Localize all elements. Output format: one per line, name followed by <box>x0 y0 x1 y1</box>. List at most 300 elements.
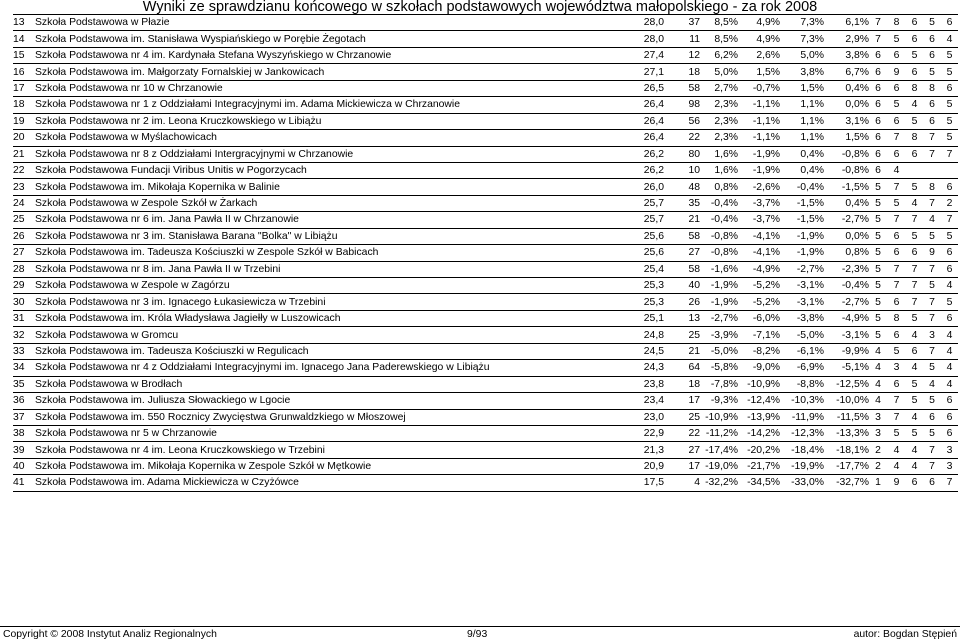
stanine-cell: 6 <box>941 261 958 277</box>
school-name: Szkoła Podstawowa nr 4 im. Kardynała Stefana Wyszyńskiego w Chrzanowie <box>35 47 612 63</box>
student-count: 10 <box>664 162 700 178</box>
diff-2: -5,2% <box>738 294 780 310</box>
diff-1: -17,4% <box>700 442 738 458</box>
stanine-cell: 5 <box>923 278 941 294</box>
stanine-cell: 6 <box>941 409 958 425</box>
student-count: 4 <box>664 475 700 491</box>
school-name: Szkoła Podstawowa nr 4 im. Leona Kruczkowskiego w Trzebini <box>35 442 612 458</box>
row-number: 16 <box>13 64 35 80</box>
diff-3: -3,1% <box>780 294 824 310</box>
diff-4: -3,1% <box>824 327 869 343</box>
diff-1: 6,2% <box>700 47 738 63</box>
school-name: Szkoła Podstawowa im. 550 Rocznicy Zwycięstwa Grunwaldzkiego w Młoszowej <box>35 409 612 425</box>
diff-1: -9,3% <box>700 393 738 409</box>
student-count: 27 <box>664 442 700 458</box>
table-row <box>13 80 958 96</box>
table-row <box>13 425 958 441</box>
stanine-cell: 5 <box>941 294 958 310</box>
stanine-cell: 9 <box>887 64 906 80</box>
student-count: 12 <box>664 47 700 63</box>
page-footer <box>0 626 960 643</box>
stanine-cell: 4 <box>941 278 958 294</box>
table-row <box>13 228 958 244</box>
average-score: 20,9 <box>612 458 664 474</box>
diff-3: -1,5% <box>780 195 824 211</box>
stanine-cell: 6 <box>906 64 923 80</box>
average-score: 26,5 <box>612 80 664 96</box>
table-row <box>13 294 958 310</box>
diff-1: -1,9% <box>700 278 738 294</box>
table-row <box>13 212 958 228</box>
row-number: 36 <box>13 393 35 409</box>
stanine-cell: 5 <box>906 47 923 63</box>
student-count: 25 <box>664 409 700 425</box>
diff-4: 0,4% <box>824 195 869 211</box>
diff-4: -1,5% <box>824 179 869 195</box>
table-row <box>13 261 958 277</box>
diff-1: -5,8% <box>700 360 738 376</box>
stanine-cell: 6 <box>906 15 923 31</box>
school-name: Szkoła Podstawowa im. Króla Władysława Jagiełły w Luszowicach <box>35 310 612 326</box>
stanine-cell: 2 <box>869 442 887 458</box>
row-number: 29 <box>13 278 35 294</box>
stanine-cell: 4 <box>906 442 923 458</box>
stanine-cell: 5 <box>941 130 958 146</box>
diff-3: 1,5% <box>780 80 824 96</box>
diff-1: 2,3% <box>700 113 738 129</box>
diff-3: -2,7% <box>780 261 824 277</box>
stanine-cell: 3 <box>941 458 958 474</box>
stanine-cell: 5 <box>869 228 887 244</box>
table-row <box>13 475 958 491</box>
diff-3: -11,9% <box>780 409 824 425</box>
diff-1: 1,6% <box>700 162 738 178</box>
stanine-cell: 4 <box>869 376 887 392</box>
stanine-cell: 6 <box>941 425 958 441</box>
stanine-cell: 1 <box>869 475 887 491</box>
diff-1: -32,2% <box>700 475 738 491</box>
diff-4: 0,0% <box>824 228 869 244</box>
school-name: Szkoła Podstawowa nr 4 z Oddziałami Integracyjnymi im. Ignacego Jana Paderewskiego w Libiążu <box>35 360 612 376</box>
diff-3: -0,4% <box>780 179 824 195</box>
row-number: 22 <box>13 162 35 178</box>
diff-3: -6,9% <box>780 360 824 376</box>
average-score: 27,4 <box>612 47 664 63</box>
stanine-cell: 3 <box>869 425 887 441</box>
table-row <box>13 15 958 31</box>
school-name: Szkoła Podstawowa nr 10 w Chrzanowie <box>35 80 612 96</box>
diff-3: 5,0% <box>780 47 824 63</box>
diff-4: -12,5% <box>824 376 869 392</box>
stanine-cell: 4 <box>906 409 923 425</box>
school-name: Szkoła Podstawowa nr 2 im. Leona Kruczkowskiego w Libiążu <box>35 113 612 129</box>
stanine-cell: 6 <box>941 80 958 96</box>
average-score: 25,3 <box>612 294 664 310</box>
stanine-cell: 6 <box>869 47 887 63</box>
table-row <box>13 393 958 409</box>
diff-4: -0,4% <box>824 278 869 294</box>
diff-4: -2,3% <box>824 261 869 277</box>
school-name: Szkoła Podstawowa w Brodłach <box>35 376 612 392</box>
diff-3: -33,0% <box>780 475 824 491</box>
stanine-cell: 7 <box>923 310 941 326</box>
average-score: 27,1 <box>612 64 664 80</box>
stanine-cell: 5 <box>869 278 887 294</box>
average-score: 26,2 <box>612 162 664 178</box>
school-name: Szkoła Podstawowa im. Mikołaja Kopernika w Balinie <box>35 179 612 195</box>
table-row <box>13 360 958 376</box>
stanine-cell: 6 <box>869 80 887 96</box>
stanine-cell: 4 <box>887 162 906 178</box>
stanine-cell: 6 <box>869 97 887 113</box>
average-score: 26,4 <box>612 97 664 113</box>
diff-4: -11,5% <box>824 409 869 425</box>
diff-1: -19,0% <box>700 458 738 474</box>
stanine-cell: 7 <box>887 393 906 409</box>
stanine-cell: 6 <box>923 475 941 491</box>
page-title: Wyniki ze sprawdzianu końcowego w szkołach podstawowych województwa małopolskiego - za rok 2008 <box>142 0 818 15</box>
diff-1: 8,5% <box>700 31 738 47</box>
diff-3: -1,5% <box>780 212 824 228</box>
school-name: Szkoła Podstawowa im. Mikołaja Kopernika w Zespole Szkół w Mętkowie <box>35 458 612 474</box>
stanine-cell: 6 <box>869 113 887 129</box>
stanine-cell: 3 <box>923 327 941 343</box>
diff-2: -6,0% <box>738 310 780 326</box>
stanine-cell: 7 <box>941 212 958 228</box>
row-number: 21 <box>13 146 35 162</box>
stanine-cell: 7 <box>906 278 923 294</box>
stanine-cell: 4 <box>887 458 906 474</box>
diff-3: -10,3% <box>780 393 824 409</box>
student-count: 21 <box>664 212 700 228</box>
table-row <box>13 179 958 195</box>
stanine-cell: 3 <box>941 442 958 458</box>
diff-2: -5,2% <box>738 278 780 294</box>
copyright-text: Copyright © 2008 Instytut Analiz Regionalnych <box>3 629 217 640</box>
row-number: 37 <box>13 409 35 425</box>
diff-2: -34,5% <box>738 475 780 491</box>
diff-1: -0,8% <box>700 245 738 261</box>
student-count: 48 <box>664 179 700 195</box>
diff-2: -14,2% <box>738 425 780 441</box>
student-count: 37 <box>664 15 700 31</box>
diff-2: 1,5% <box>738 64 780 80</box>
stanine-cell: 6 <box>869 64 887 80</box>
diff-3: -19,9% <box>780 458 824 474</box>
row-number: 20 <box>13 130 35 146</box>
diff-3: -18,4% <box>780 442 824 458</box>
stanine-cell: 7 <box>887 130 906 146</box>
row-number: 35 <box>13 376 35 392</box>
diff-3: 0,4% <box>780 146 824 162</box>
stanine-cell: 5 <box>887 343 906 359</box>
table-row <box>13 31 958 47</box>
table-row <box>13 64 958 80</box>
student-count: 58 <box>664 228 700 244</box>
table-row <box>13 245 958 261</box>
stanine-cell: 7 <box>869 15 887 31</box>
stanine-cell: 7 <box>887 278 906 294</box>
student-count: 17 <box>664 393 700 409</box>
school-name: Szkoła Podstawowa nr 6 im. Jana Pawła II w Chrzanowie <box>35 212 612 228</box>
stanine-cell: 5 <box>869 212 887 228</box>
stanine-cell: 2 <box>941 195 958 211</box>
diff-3: -12,3% <box>780 425 824 441</box>
table-row <box>13 162 958 178</box>
stanine-cell: 4 <box>906 360 923 376</box>
school-name: Szkoła Podstawowa nr 3 im. Stanisława Barana "Bolka" w Libiążu <box>35 228 612 244</box>
stanine-cell: 7 <box>869 31 887 47</box>
diff-4: -0,8% <box>824 162 869 178</box>
average-score: 28,0 <box>612 31 664 47</box>
student-count: 18 <box>664 64 700 80</box>
stanine-cell: 7 <box>923 195 941 211</box>
diff-4: -13,3% <box>824 425 869 441</box>
diff-1: 2,7% <box>700 80 738 96</box>
row-number: 13 <box>13 15 35 31</box>
diff-3: 1,1% <box>780 130 824 146</box>
school-name: Szkoła Podstawowa w Zespole w Zagórzu <box>35 278 612 294</box>
school-name: Szkoła Podstawowa im. Adama Mickiewicza w Czyżówce <box>35 475 612 491</box>
stanine-cell: 6 <box>923 409 941 425</box>
stanine-cell: 5 <box>906 425 923 441</box>
row-number: 25 <box>13 212 35 228</box>
stanine-cell: 7 <box>887 409 906 425</box>
stanine-cell: 4 <box>906 458 923 474</box>
stanine-cell: 7 <box>887 212 906 228</box>
stanine-cell: 6 <box>869 162 887 178</box>
average-score: 25,6 <box>612 245 664 261</box>
row-number: 28 <box>13 261 35 277</box>
school-name: Szkoła Podstawowa Fundacji Viribus Unitis w Pogorzycach <box>35 162 612 178</box>
diff-2: -1,9% <box>738 162 780 178</box>
page-number: 9/93 <box>467 629 488 640</box>
diff-2: -21,7% <box>738 458 780 474</box>
stanine-cell: 6 <box>923 47 941 63</box>
stanine-cell: 6 <box>906 475 923 491</box>
stanine-cell: 4 <box>941 327 958 343</box>
table-row <box>13 327 958 343</box>
stanine-cell: 9 <box>923 245 941 261</box>
student-count: 13 <box>664 310 700 326</box>
diff-4: 3,8% <box>824 47 869 63</box>
stanine-cell: 4 <box>941 31 958 47</box>
stanine-cell: 3 <box>887 360 906 376</box>
stanine-cell: 5 <box>941 47 958 63</box>
stanine-cell: 4 <box>923 376 941 392</box>
stanine-cell: 4 <box>941 360 958 376</box>
stanine-cell: 6 <box>887 245 906 261</box>
school-name: Szkoła Podstawowa w Zespole Szkół w Żarkach <box>35 195 612 211</box>
diff-2: -1,9% <box>738 146 780 162</box>
diff-3: -1,9% <box>780 228 824 244</box>
stanine-cell: 5 <box>869 261 887 277</box>
stanine-cell: 5 <box>906 393 923 409</box>
stanine-cell: 6 <box>941 179 958 195</box>
diff-4: 0,8% <box>824 245 869 261</box>
row-number: 14 <box>13 31 35 47</box>
student-count: 18 <box>664 376 700 392</box>
diff-1: -0,8% <box>700 228 738 244</box>
diff-1: -7,8% <box>700 376 738 392</box>
stanine-cell: 4 <box>869 343 887 359</box>
stanine-cell: 6 <box>941 393 958 409</box>
average-score: 24,3 <box>612 360 664 376</box>
results-table <box>13 14 958 492</box>
stanine-cell: 7 <box>923 442 941 458</box>
stanine-cell: 5 <box>906 376 923 392</box>
stanine-cell: 7 <box>923 294 941 310</box>
diff-1: 0,8% <box>700 179 738 195</box>
table-row <box>13 47 958 63</box>
diff-2: -12,4% <box>738 393 780 409</box>
student-count: 26 <box>664 294 700 310</box>
row-number: 19 <box>13 113 35 129</box>
stanine-cell <box>923 162 941 178</box>
diff-1: -11,2% <box>700 425 738 441</box>
diff-3: 1,1% <box>780 113 824 129</box>
student-count: 64 <box>664 360 700 376</box>
row-number: 38 <box>13 425 35 441</box>
average-score: 22,9 <box>612 425 664 441</box>
stanine-cell: 7 <box>906 294 923 310</box>
average-score: 24,5 <box>612 343 664 359</box>
average-score: 26,4 <box>612 130 664 146</box>
diff-4: -32,7% <box>824 475 869 491</box>
diff-2: -3,7% <box>738 212 780 228</box>
average-score: 21,3 <box>612 442 664 458</box>
average-score: 24,8 <box>612 327 664 343</box>
stanine-cell: 3 <box>869 409 887 425</box>
student-count: 11 <box>664 31 700 47</box>
student-count: 58 <box>664 80 700 96</box>
stanine-cell: 6 <box>941 310 958 326</box>
row-number: 31 <box>13 310 35 326</box>
table-row <box>13 310 958 326</box>
stanine-cell: 6 <box>923 31 941 47</box>
stanine-cell: 6 <box>869 146 887 162</box>
school-name: Szkoła Podstawowa im. Tadeusza Kościuszki w Regulicach <box>35 343 612 359</box>
student-count: 80 <box>664 146 700 162</box>
row-number: 39 <box>13 442 35 458</box>
stanine-cell: 6 <box>906 146 923 162</box>
diff-2: -4,1% <box>738 228 780 244</box>
stanine-cell: 7 <box>887 261 906 277</box>
school-name: Szkoła Podstawowa nr 1 z Oddziałami Integracyjnymi im. Adama Mickiewicza w Chrzanowie <box>35 97 612 113</box>
stanine-cell: 7 <box>941 475 958 491</box>
diff-1: -0,4% <box>700 212 738 228</box>
stanine-cell: 4 <box>923 212 941 228</box>
stanine-cell: 5 <box>869 310 887 326</box>
stanine-cell: 6 <box>887 47 906 63</box>
average-score: 25,3 <box>612 278 664 294</box>
average-score: 25,7 <box>612 212 664 228</box>
stanine-cell: 4 <box>887 442 906 458</box>
stanine-cell: 4 <box>906 327 923 343</box>
diff-2: -20,2% <box>738 442 780 458</box>
row-number: 40 <box>13 458 35 474</box>
row-number: 15 <box>13 47 35 63</box>
stanine-cell: 7 <box>923 261 941 277</box>
average-score: 25,7 <box>612 195 664 211</box>
student-count: 56 <box>664 113 700 129</box>
stanine-cell <box>941 162 958 178</box>
table-row <box>13 343 958 359</box>
diff-2: -1,1% <box>738 97 780 113</box>
diff-1: 8,5% <box>700 15 738 31</box>
average-score: 26,2 <box>612 146 664 162</box>
stanine-cell <box>906 162 923 178</box>
stanine-cell: 6 <box>923 97 941 113</box>
stanine-cell: 7 <box>923 458 941 474</box>
school-name: Szkoła Podstawowa w Myślachowicach <box>35 130 612 146</box>
diff-4: -2,7% <box>824 294 869 310</box>
diff-1: -0,4% <box>700 195 738 211</box>
stanine-cell: 4 <box>941 343 958 359</box>
student-count: 35 <box>664 195 700 211</box>
diff-4: -2,7% <box>824 212 869 228</box>
diff-4: -5,1% <box>824 360 869 376</box>
row-number: 18 <box>13 97 35 113</box>
row-number: 33 <box>13 343 35 359</box>
stanine-cell: 7 <box>906 261 923 277</box>
diff-2: -10,9% <box>738 376 780 392</box>
stanine-cell: 4 <box>906 97 923 113</box>
school-name: Szkoła Podstawowa nr 3 im. Ignacego Łukasiewicza w Trzebini <box>35 294 612 310</box>
table-row <box>13 409 958 425</box>
average-score: 25,4 <box>612 261 664 277</box>
diff-4: -9,9% <box>824 343 869 359</box>
average-score: 25,1 <box>612 310 664 326</box>
stanine-cell: 5 <box>887 31 906 47</box>
diff-4: -4,9% <box>824 310 869 326</box>
table-row <box>13 195 958 211</box>
row-number: 30 <box>13 294 35 310</box>
stanine-cell: 5 <box>923 360 941 376</box>
diff-3: 7,3% <box>780 31 824 47</box>
diff-1: -10,9% <box>700 409 738 425</box>
diff-4: 0,4% <box>824 80 869 96</box>
average-score: 28,0 <box>612 15 664 31</box>
stanine-cell: 5 <box>941 97 958 113</box>
diff-3: 1,1% <box>780 97 824 113</box>
stanine-cell: 6 <box>923 113 941 129</box>
average-score: 25,6 <box>612 228 664 244</box>
table-row <box>13 278 958 294</box>
school-name: Szkoła Podstawowa im. Stanisława Wyspiańskiego w Porębie Żegotach <box>35 31 612 47</box>
stanine-cell: 7 <box>923 343 941 359</box>
school-name: Szkoła Podstawowa im. Małgorzaty Fornalskiej w Jankowicach <box>35 64 612 80</box>
row-number: 17 <box>13 80 35 96</box>
student-count: 27 <box>664 245 700 261</box>
stanine-cell: 5 <box>906 228 923 244</box>
table-row <box>13 113 958 129</box>
table-row <box>13 97 958 113</box>
diff-3: -6,1% <box>780 343 824 359</box>
stanine-cell: 5 <box>906 113 923 129</box>
school-name: Szkoła Podstawowa im. Juliusza Słowackiego w Lgocie <box>35 393 612 409</box>
stanine-cell: 6 <box>941 245 958 261</box>
table-row <box>13 130 958 146</box>
diff-4: -18,1% <box>824 442 869 458</box>
stanine-cell: 6 <box>906 245 923 261</box>
table-row <box>13 458 958 474</box>
diff-2: -7,1% <box>738 327 780 343</box>
average-score: 17,5 <box>612 475 664 491</box>
stanine-cell: 5 <box>869 179 887 195</box>
stanine-cell: 7 <box>906 212 923 228</box>
author-text: autor: Bogdan Stępień <box>853 629 957 640</box>
